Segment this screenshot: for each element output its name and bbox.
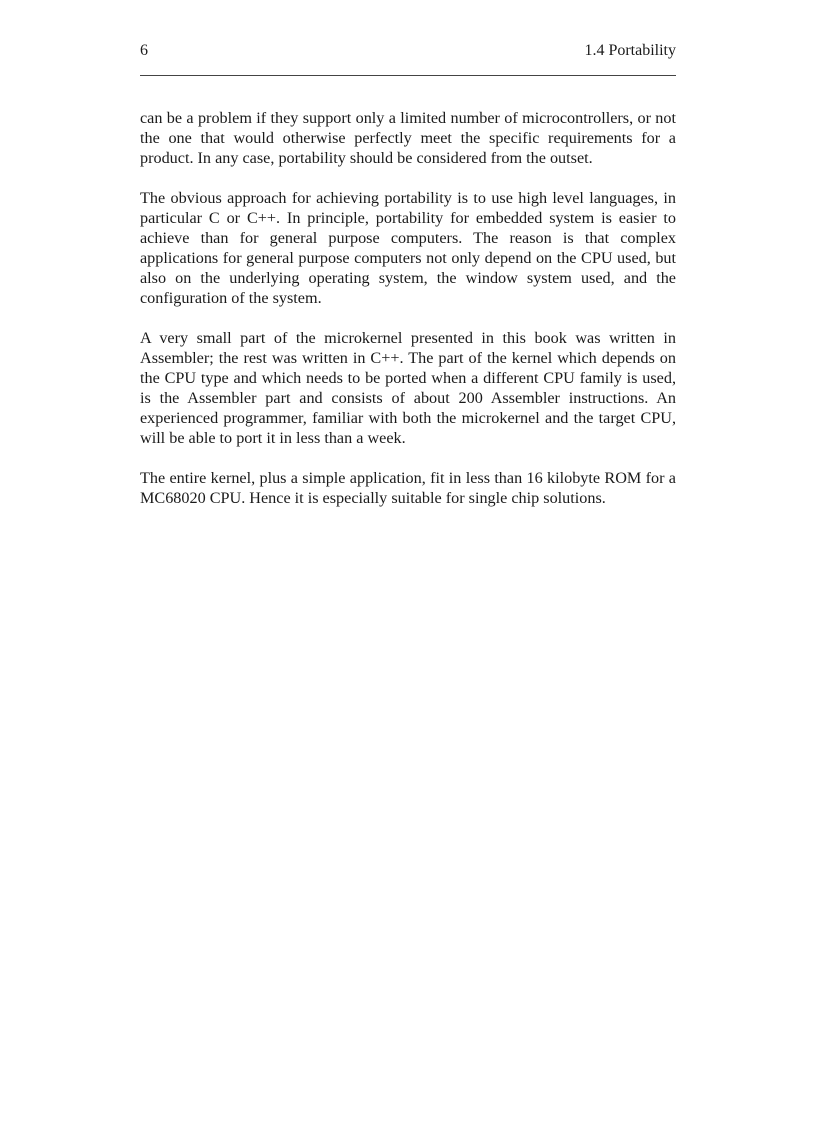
section-title: 1.4 Portability: [584, 42, 676, 59]
paragraph: The obvious approach for achieving portability is to use high level languages, in particular C or C++. In principle, portability for embedded system is easier to achieve than for general purpose computers. The reason is that complex applications for general purpose computers not only depend on the CPU used, but also on the underlying operating system, the window system used, and the configuration of the system.: [140, 189, 676, 307]
paragraph: The entire kernel, plus a simple application, fit in less than 16 kilobyte ROM for a MC68020 CPU. Hence it is especially suitable for single chip solutions.: [140, 469, 676, 507]
header-divider: [140, 75, 676, 76]
running-head: [140, 40, 676, 62]
page-number: 6: [140, 42, 148, 59]
body-text: [140, 108, 676, 528]
paragraph: can be a problem if they support only a limited number of microcontrollers, or not the one that would otherwise perfectly meet the specific requirements for a product. In any case, portability should be considered from the outset.: [140, 109, 676, 167]
paragraph: A very small part of the microkernel presented in this book was written in Assembler; the rest was written in C++. The part of the kernel which depends on the CPU type and which needs to be ported when a different CPU family is used, is the Assembler part and consists of about 200 Assembler instructions. An experienced programmer, familiar with both the microkernel and the target CPU, will be able to port it in less than a week.: [140, 329, 676, 447]
